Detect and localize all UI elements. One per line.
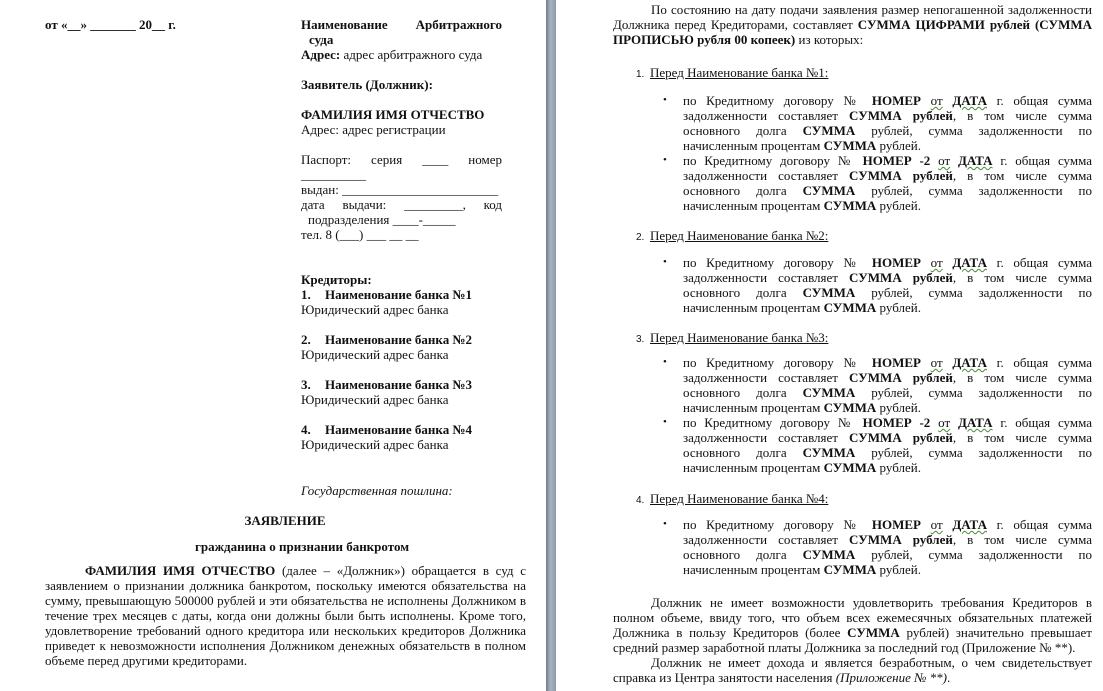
state-duty-label: Государственная пошлина: <box>301 483 453 498</box>
court-address-value: адрес арбитражного суда <box>340 47 483 62</box>
passport-number-blank: __________ <box>301 167 366 182</box>
division-code-line: подразделения ____-_____ <box>308 212 456 227</box>
bullet-icon: • <box>663 94 667 106</box>
loan-item: • по Кредитному договору № НОМЕР от ДАТА г. общая сумма задолженности составляет СУММА рублей, в том числе сумма основного долга СУММА рублей, сумма задолженности по начисленным процентам СУММА рублей. <box>663 93 1093 153</box>
applicant-name: ФАМИЛИЯ ИМЯ ОТЧЕСТВО <box>301 107 485 122</box>
closing-paragraph-1: Должник не имеет возможности удовлетворить требования Кредиторов в полном объеме, ввиду того, что объем всех ежемесячных обязательных платежей Должника в пользу Кредиторов (более СУММА рублей) значительно превышает средний размер заработной платы Должника за последний год (Приложение № **). <box>613 595 1092 655</box>
creditor-4-name: 4. Наименование банка №4 <box>301 422 473 437</box>
creditor-2-name: 2. Наименование банка №2 <box>301 332 473 347</box>
court-name: Наименование Арбитражного <box>301 17 502 32</box>
bullet-icon: • <box>663 416 667 428</box>
loan-item: • по Кредитному договору № НОМЕР от ДАТА г. общая сумма задолженности составляет СУММА рублей, в том числе сумма основного долга СУММА рублей, сумма задолженности по начисленным процентам СУММА рублей. <box>663 517 1093 577</box>
body-applicant-name: ФАМИЛИЯ ИМЯ ОТЧЕСТВО <box>85 563 276 578</box>
loan-item: • по Кредитному договору № НОМЕР -2 от ДАТА г. общая сумма задолженности составляет СУММА рублей, в том числе сумма основного долга СУММА рублей, сумма задолженности по начисленным процентам СУММА рублей. <box>663 153 1093 213</box>
bank-4-heading: 4. Перед Наименование банка №4: <box>636 491 829 506</box>
court-address <box>301 47 502 62</box>
loan-item: • по Кредитному договору № НОМЕР -2 от ДАТА г. общая сумма задолженности составляет СУММА рублей, в том числе сумма основного долга СУММА рублей, сумма задолженности по начисленным процентам СУММА рублей. <box>663 415 1093 475</box>
creditor-1-address: Юридический адрес банка <box>301 302 449 317</box>
issue-date-line: дата выдачи: _________, код <box>301 197 502 212</box>
bank-2-heading: 2. Перед Наименование банка №2: <box>636 228 829 243</box>
header-block <box>301 17 502 452</box>
body-paragraph <box>45 563 526 668</box>
bullet-icon: • <box>663 256 667 268</box>
court-name-cont: суда <box>309 32 334 47</box>
phone-line: тел. 8 (___) ___ __ __ <box>301 227 419 242</box>
bank-3-heading: 3. Перед Наименование банка №3: <box>636 330 829 345</box>
passport-line: Паспорт: серия ____ номер <box>301 152 502 167</box>
date-line: от «__» _______ 20__ г. <box>45 17 176 32</box>
document-subtitle: гражданина о признании банкротом <box>194 539 410 554</box>
applicant-label: Заявитель (Должник): <box>301 77 433 92</box>
issued-by-line: выдан: ________________________ <box>301 182 499 197</box>
applicant-address: Адрес: адрес регистрации <box>301 122 446 137</box>
bullet-icon: • <box>663 518 667 530</box>
creditor-3-address: Юридический адрес банка <box>301 392 449 407</box>
loan-item: • по Кредитному договору № НОМЕР от ДАТА г. общая сумма задолженности составляет СУММА рублей, в том числе сумма основного долга СУММА рублей, сумма задолженности по начисленным процентам СУММА рублей. <box>663 355 1093 415</box>
bullet-icon: • <box>663 356 667 368</box>
court-address-label: Адрес: <box>301 47 341 62</box>
closing-paragraph-2: Должник не имеет дохода и является безработным, о чем свидетельствует справка из Центра занятости населения (Приложение № **). <box>613 655 1092 685</box>
creditor-3-name: 3. Наименование банка №3 <box>301 377 473 392</box>
creditors-label: Кредиторы: <box>301 272 372 287</box>
bank-1-heading: 1. Перед Наименование банка №1: <box>636 65 829 80</box>
closing-paragraphs <box>613 595 1092 685</box>
loan-item: • по Кредитному договору № НОМЕР от ДАТА г. общая сумма задолженности составляет СУММА рублей, в том числе сумма основного долга СУММА рублей, сумма задолженности по начисленным процентам СУММА рублей. <box>663 255 1093 315</box>
creditor-2-address: Юридический адрес банка <box>301 347 449 362</box>
total-debt-amount: СУММА ЦИФРАМИ рублей (СУММА ПРОПИСЬЮ рубля 00 копеек) <box>613 17 1092 47</box>
creditor-1-name: 1. Наименование банка №1 <box>301 287 473 302</box>
bullet-icon: • <box>663 154 667 166</box>
page-separator <box>546 0 556 691</box>
debt-intro-paragraph: По состоянию на дату подачи заявления размер непогашенной задолженности Должника перед Кредиторами, составляет СУММА ЦИФРАМИ рублей (СУММА ПРОПИСЬЮ рубля 00 копеек) из которых: <box>613 2 1092 47</box>
body-text: (далее – «Должник») обращается в суд с заявлением о признании должника банкротом, поскольку имеются обязательства на сумму, превышающую 500000 рублей и эти обязательства не исполнены Должником в течение трех месяцев с даты, когда они должны были быть исполнены. Кроме того, удовлетворение требований одного кредитора или нескольких кредиторов Должника приведет к невозможности исполнения Должником денежных обязательств в полном объеме перед другими кредиторами. <box>45 563 526 668</box>
creditor-4-address: Юридический адрес банка <box>301 437 449 452</box>
document-title: ЗАЯВЛЕНИЕ <box>244 513 326 528</box>
